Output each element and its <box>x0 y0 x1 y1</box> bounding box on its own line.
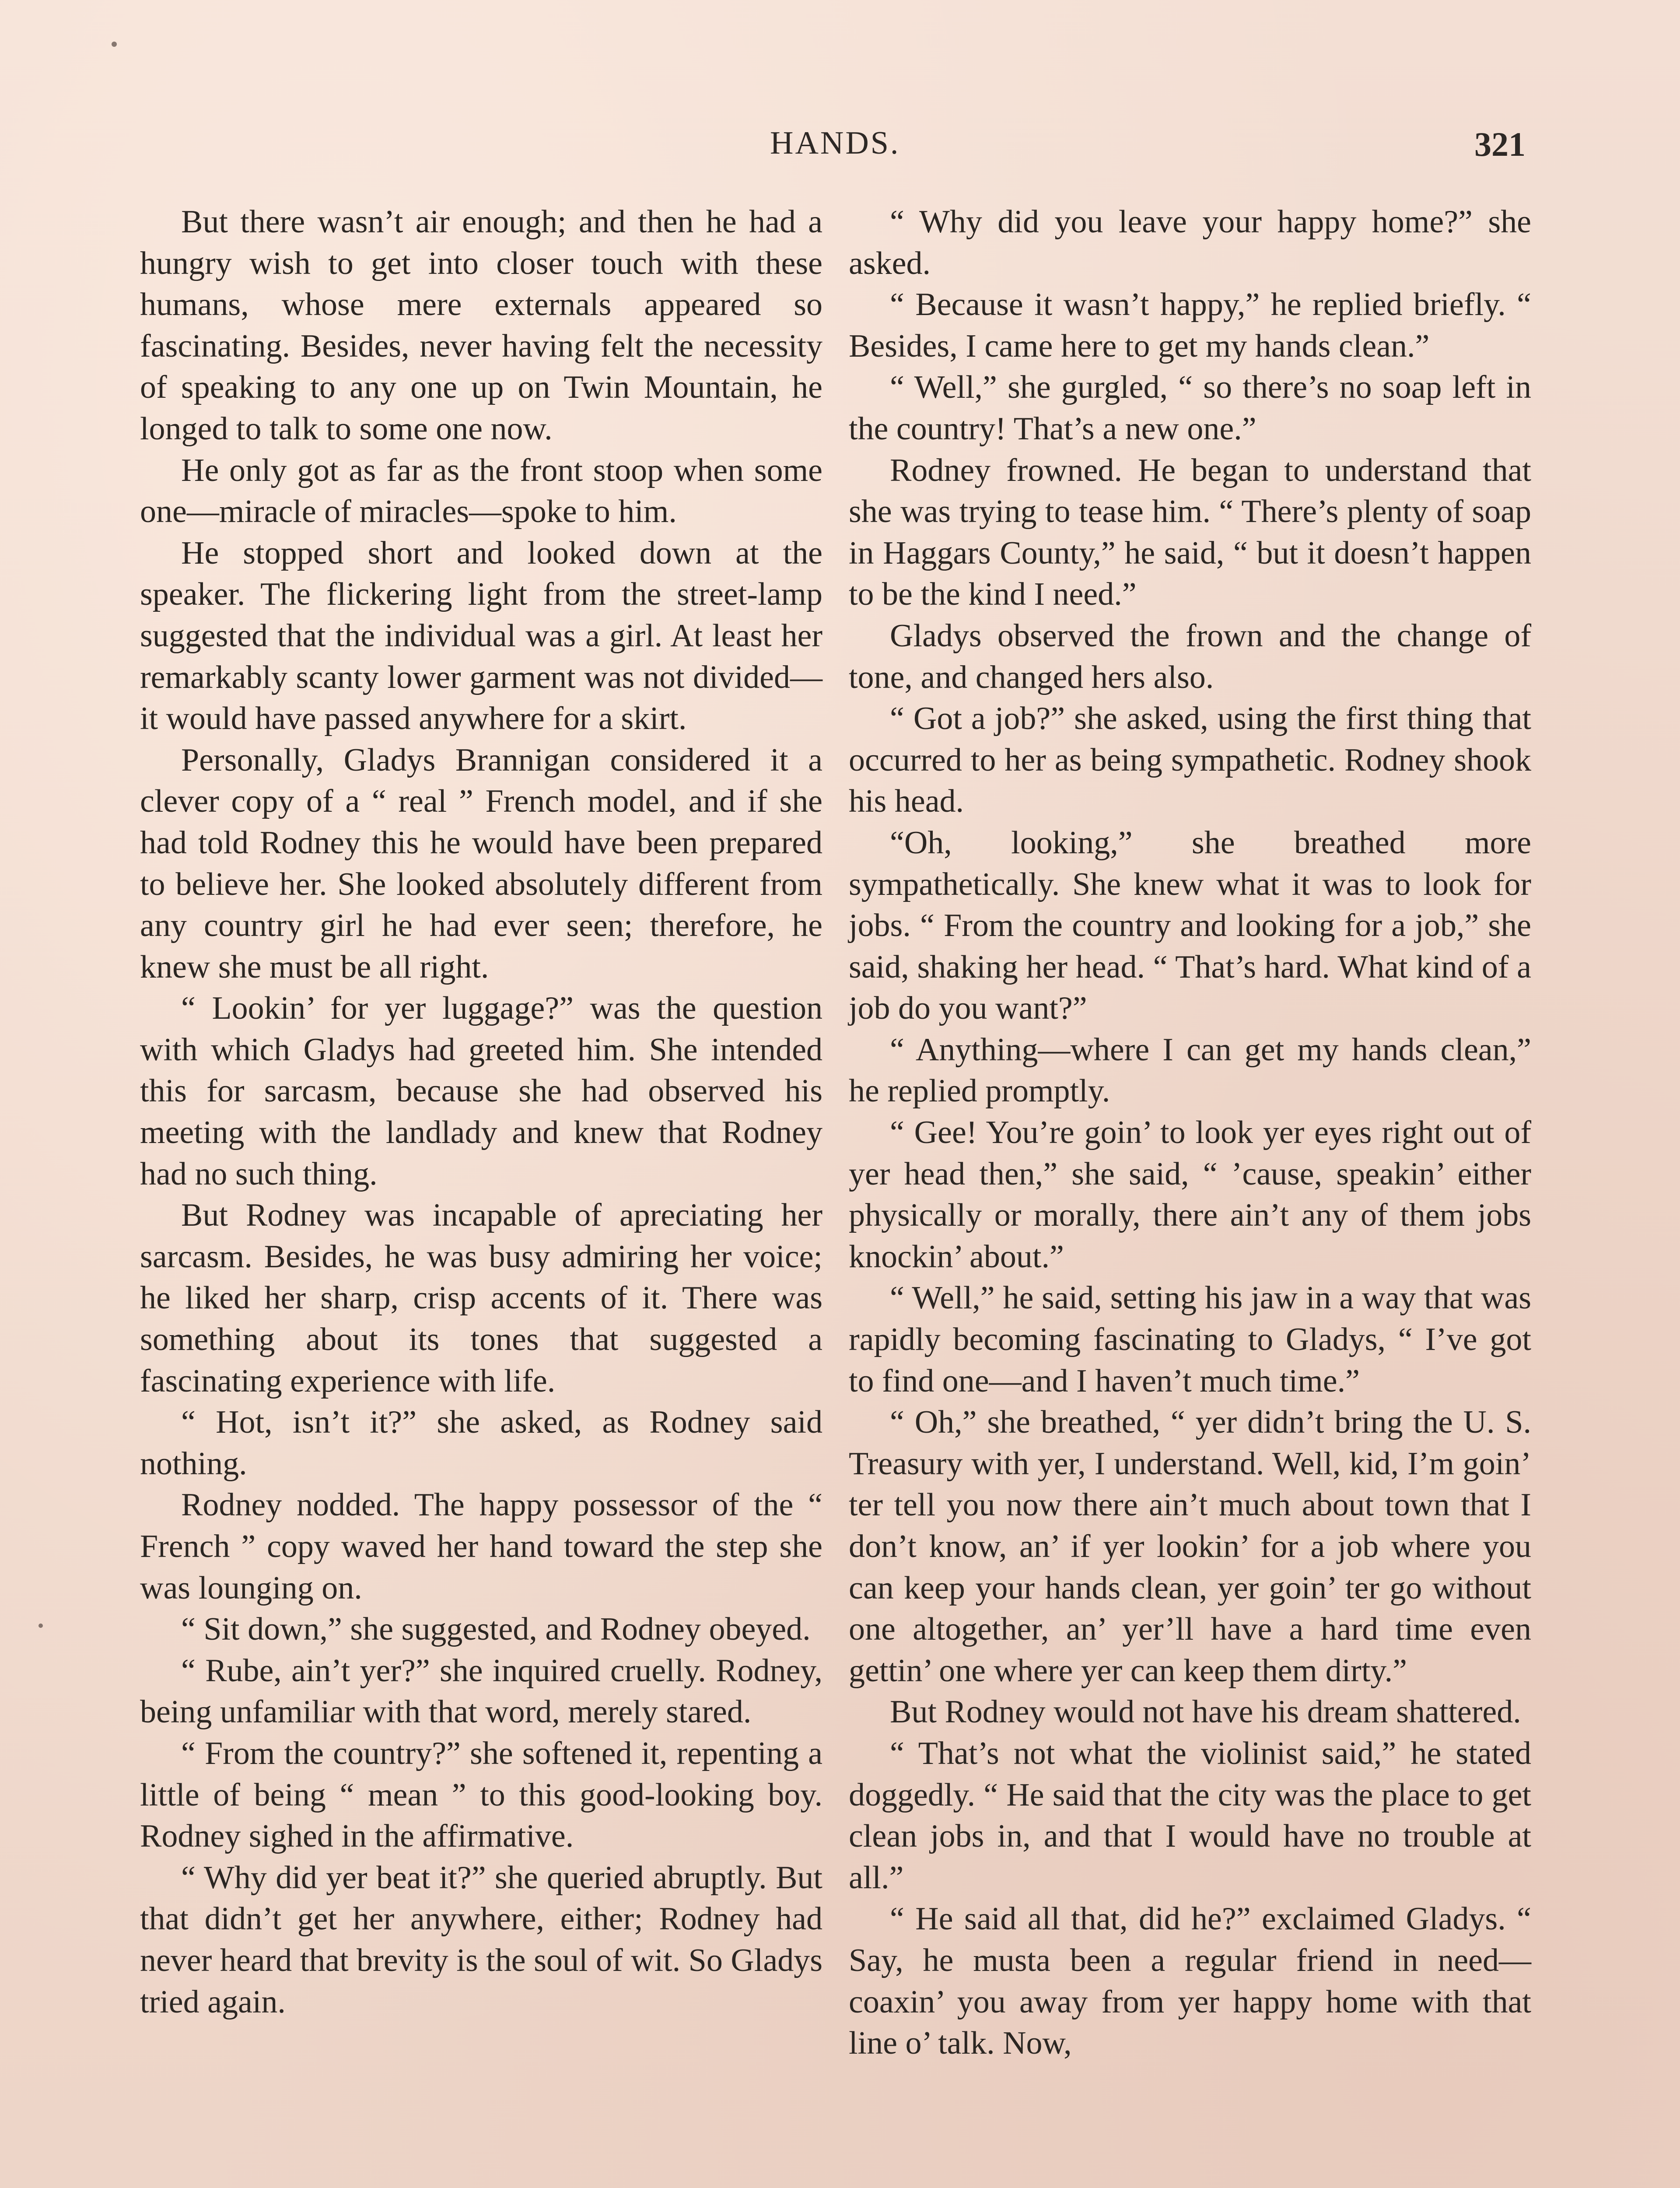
paragraph: “ Well,” he said, setting his jaw in a way that was rapidly becoming fascinating to Gladys, “ I’ve got to find one—and I haven’t much time.” <box>849 1280 1531 1399</box>
page-number: 321 <box>1474 125 1526 163</box>
paragraph: “ Sit down,” she suggested, and Rodney obeyed. <box>181 1611 811 1648</box>
paragraph: “ Why did you leave your happy home?” she asked. <box>849 204 1531 281</box>
paragraph: “ Got a job?” she asked, using the first thing that occurred to her as being sympathetic. Rodney shook his head. <box>849 701 1531 820</box>
paragraph: But Rodney would not have his dream shattered. <box>890 1694 1521 1730</box>
paragraph: But there wasn’t air enough; and then he had a hungry wish to get into closer touch with these humans, whose mere externals appeared so fascinating. Besides, never having felt the necessity of speaking to any one up on Twin Mountain, he longed to talk to some one now. <box>140 204 822 447</box>
paragraph: “ Hot, isn’t it?” she asked, as Rodney said nothing. <box>140 1404 822 1482</box>
paragraph: But Rodney was incapable of apreciating her sarcasm. Besides, he was busy admiring her voice; he liked her sharp, crisp accents of it. There was something about its tones that suggested a fascinating experience with life. <box>140 1197 822 1399</box>
paragraph: “ Oh,” she breathed, “ yer didn’t bring the U. S. Treasury with yer, I understand. Well, kid, I’m goin’ ter tell you now there ain’t much about town that I don’t know, an’ if yer lookin’ for a job where you can keep your hands clean, yer goin’ ter go without one altogether, an’ yer’ll have a hard time even gettin’ one where yer can keep them dirty.” <box>849 1404 1531 1689</box>
paragraph: “ Because it wasn’t happy,” he replied briefly. “ Besides, I came here to get my hands clean.” <box>849 287 1531 364</box>
paragraph: “ Anything—where I can get my hands clean,” he replied promptly. <box>849 1031 1531 1109</box>
right-column <box>849 201 1531 2064</box>
left-column <box>140 201 822 2023</box>
paragraph: “ Why did yer beat it?” she queried abruptly. But that didn’t get her anywhere, either; Rodney had never heard that brevity is the soul of wit. So Gladys tried again. <box>140 1859 822 2020</box>
ink-speck <box>112 42 117 47</box>
paragraph: Personally, Gladys Brannigan considered it a clever copy of a “ real ” French model, and if she had told Rodney this he would have been prepared to believe her. She looked absolutely different from any country girl he had ever seen; therefore, he knew she must be all right. <box>140 742 822 985</box>
paragraph: “ He said all that, did he?” exclaimed Gladys. “ Say, he musta been a regular friend in need—coaxin’ you away from yer happy home with that line o’ talk. Now, <box>849 1901 1531 2062</box>
paragraph: “ From the country?” she softened it, repenting a little of being “ mean ” to this good-looking boy. Rodney sighed in the affirmative. <box>140 1735 822 1855</box>
paragraph: He stopped short and looked down at the speaker. The flickering light from the street-lamp suggested that the individual was a girl. At least her remarkably scanty lower garment was not divided—it would have passed anywhere for a skirt. <box>140 535 822 737</box>
paragraph: Rodney frowned. He began to understand that she was trying to tease him. “ There’s plenty of soap in Haggars County,” he said, “ but it doesn’t happen to be the kind I need.” <box>849 452 1531 613</box>
paragraph: Rodney nodded. The happy possessor of the “ French ” copy waved her hand toward the step she was lounging on. <box>140 1487 822 1606</box>
paragraph: “ Lookin’ for yer luggage?” was the question with which Gladys had greeted him. She intended this for sarcasm, because she had observed his meeting with the landlady and knew that Rodney had no such thing. <box>140 990 822 1192</box>
paragraph: “ Well,” she gurgled, “ so there’s no soap left in the country! That’s a new one.” <box>849 369 1531 447</box>
paragraph: Gladys observed the frown and the change of tone, and changed hers also. <box>849 617 1531 695</box>
paragraph: He only got as far as the front stoop when some one—miracle of miracles—spoke to him. <box>140 452 822 530</box>
ink-speck <box>38 1623 43 1628</box>
paragraph: “ That’s not what the violinist said,” he stated doggedly. “ He said that the city was the place to get clean jobs in, and that I would have no trouble at all.” <box>849 1735 1531 1896</box>
running-head <box>0 125 1680 173</box>
paragraph: “ Gee! You’re goin’ to look yer eyes right out of yer head then,” she said, “ ’cause, speakin’ either physically or morally, there ain’t any of them jobs knockin’ about.” <box>849 1115 1531 1275</box>
running-title: HANDS. <box>770 125 900 161</box>
paragraph: “Oh, looking,” she breathed more sympathetically. She knew what it was to look for jobs. “ From the country and looking for a job,” she said, shaking her head. “ That’s hard. What kind of a job do you want?” <box>849 824 1531 1027</box>
paragraph: “ Rube, ain’t yer?” she inquired cruelly. Rodney, being unfamiliar with that word, merely stared. <box>140 1652 822 1730</box>
